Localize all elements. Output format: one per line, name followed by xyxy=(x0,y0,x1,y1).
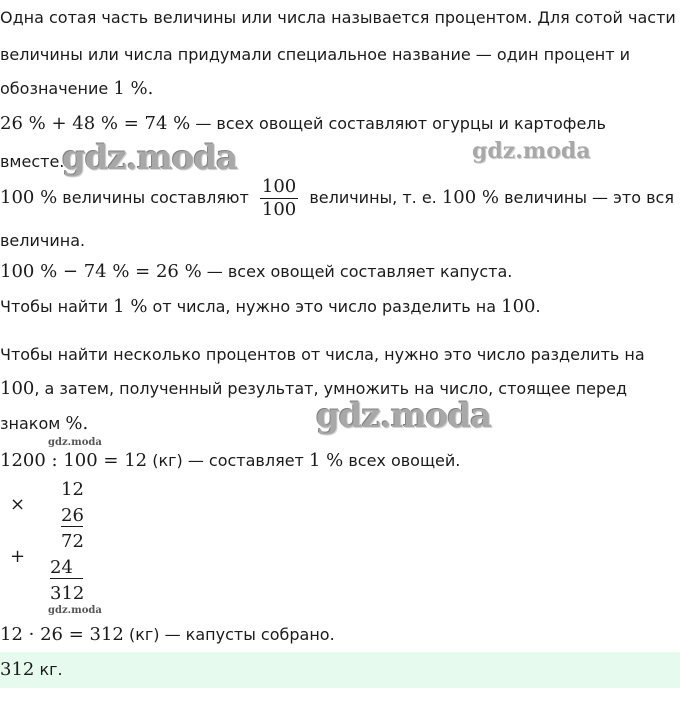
rule-text-1: Чтобы найти xyxy=(0,297,114,316)
column-row-12: 12 xyxy=(61,479,84,500)
paragraph-8 xyxy=(0,624,335,645)
rule-one-percent: 1 % xyxy=(113,296,148,317)
fraction-denominator: 100 xyxy=(261,199,297,220)
answer-line xyxy=(0,659,63,680)
watermark-logo: gdz.moda xyxy=(472,138,591,164)
paragraph-3-text-1: величины составляют xyxy=(57,188,254,207)
paragraph-5 xyxy=(0,296,541,317)
paragraph-1-line-3 xyxy=(0,78,153,99)
paragraph-6-line-3 xyxy=(0,413,88,434)
paragraph-1-line-3-text: обозначение xyxy=(0,79,114,98)
paragraph-6-line-1: Чтобы найти несколько процентов от числа, нужно это число разделить на xyxy=(0,345,645,364)
hundred-percent: 100 % xyxy=(0,187,58,208)
sum-description: — всех овощей составляют огурцы и картофель xyxy=(190,114,606,133)
paragraph-1-line-1: Одна сотая часть величины или числа называется процентом. Для сотой части xyxy=(0,8,676,27)
paragraph-3-text-2: величины, т. е. xyxy=(304,188,442,207)
column-row-26: 26 xyxy=(61,505,84,526)
plus-sign: + xyxy=(10,546,26,567)
paragraph-6-line-3-text: знаком xyxy=(0,414,66,433)
division-equation: 1200 : 100 = 12 xyxy=(0,450,148,471)
paragraph-7 xyxy=(0,450,460,471)
answer-box xyxy=(0,652,680,688)
paragraph-3-line-1 xyxy=(0,176,674,221)
answer-unit: кг. xyxy=(34,660,63,679)
watermark-logo: gdz.moda xyxy=(316,396,492,436)
column-row-72: 72 xyxy=(61,531,84,552)
hundred-percent-2: 100 % xyxy=(441,187,500,208)
rule-hundred: 100 xyxy=(501,296,536,317)
column-row-312: 312 xyxy=(50,583,85,604)
paragraph-3-line-2: величина. xyxy=(0,231,86,250)
sum-equation: 26 % + 48 % = 74 % xyxy=(0,113,191,134)
rule-text-3: . xyxy=(535,297,541,316)
paragraph-1-line-2: величины или числа придумали специальное название — один процент и xyxy=(0,45,631,64)
fraction-numerator: 100 xyxy=(261,176,297,197)
cabbage-equation: 100 % − 74 % = 26 % xyxy=(0,261,202,282)
paragraph-2-line-2: вместе. xyxy=(0,152,65,171)
product-equation: 12 · 26 = 312 xyxy=(0,624,124,645)
multiply-sign: × xyxy=(10,494,26,515)
product-description: (кг) — капусты собрано. xyxy=(123,625,335,644)
percent-sign: %. xyxy=(65,413,89,434)
division-text-2: всех овощей. xyxy=(343,451,461,470)
answer-value: 312 xyxy=(0,659,35,680)
watermark-logo: gdz.moda xyxy=(62,138,238,178)
paragraph-6-line-2 xyxy=(0,378,627,399)
division-one-percent: 1 % xyxy=(308,450,344,471)
paragraph-2-line-1 xyxy=(0,113,606,134)
one-percent-symbol: 1 %. xyxy=(113,78,154,99)
fraction-100-over-100 xyxy=(260,176,298,221)
column-row-24: 24 xyxy=(50,557,83,579)
paragraph-4 xyxy=(0,261,512,282)
paragraph-6-hundred: 100 xyxy=(0,378,35,399)
paragraph-3-text-3: величины — это вся xyxy=(499,188,674,207)
rule-text-2: от числа, нужно это число разделить на xyxy=(147,297,502,316)
cabbage-description: — всех овощей составляет капуста. xyxy=(201,262,513,281)
watermark-logo: gdz.moda xyxy=(48,437,102,448)
watermark-logo: gdz.moda xyxy=(48,605,102,616)
division-text-1: (кг) — составляет xyxy=(147,451,309,470)
paragraph-6-text: , а затем, полученный результат, умножить на число, стоящее перед xyxy=(34,379,628,398)
